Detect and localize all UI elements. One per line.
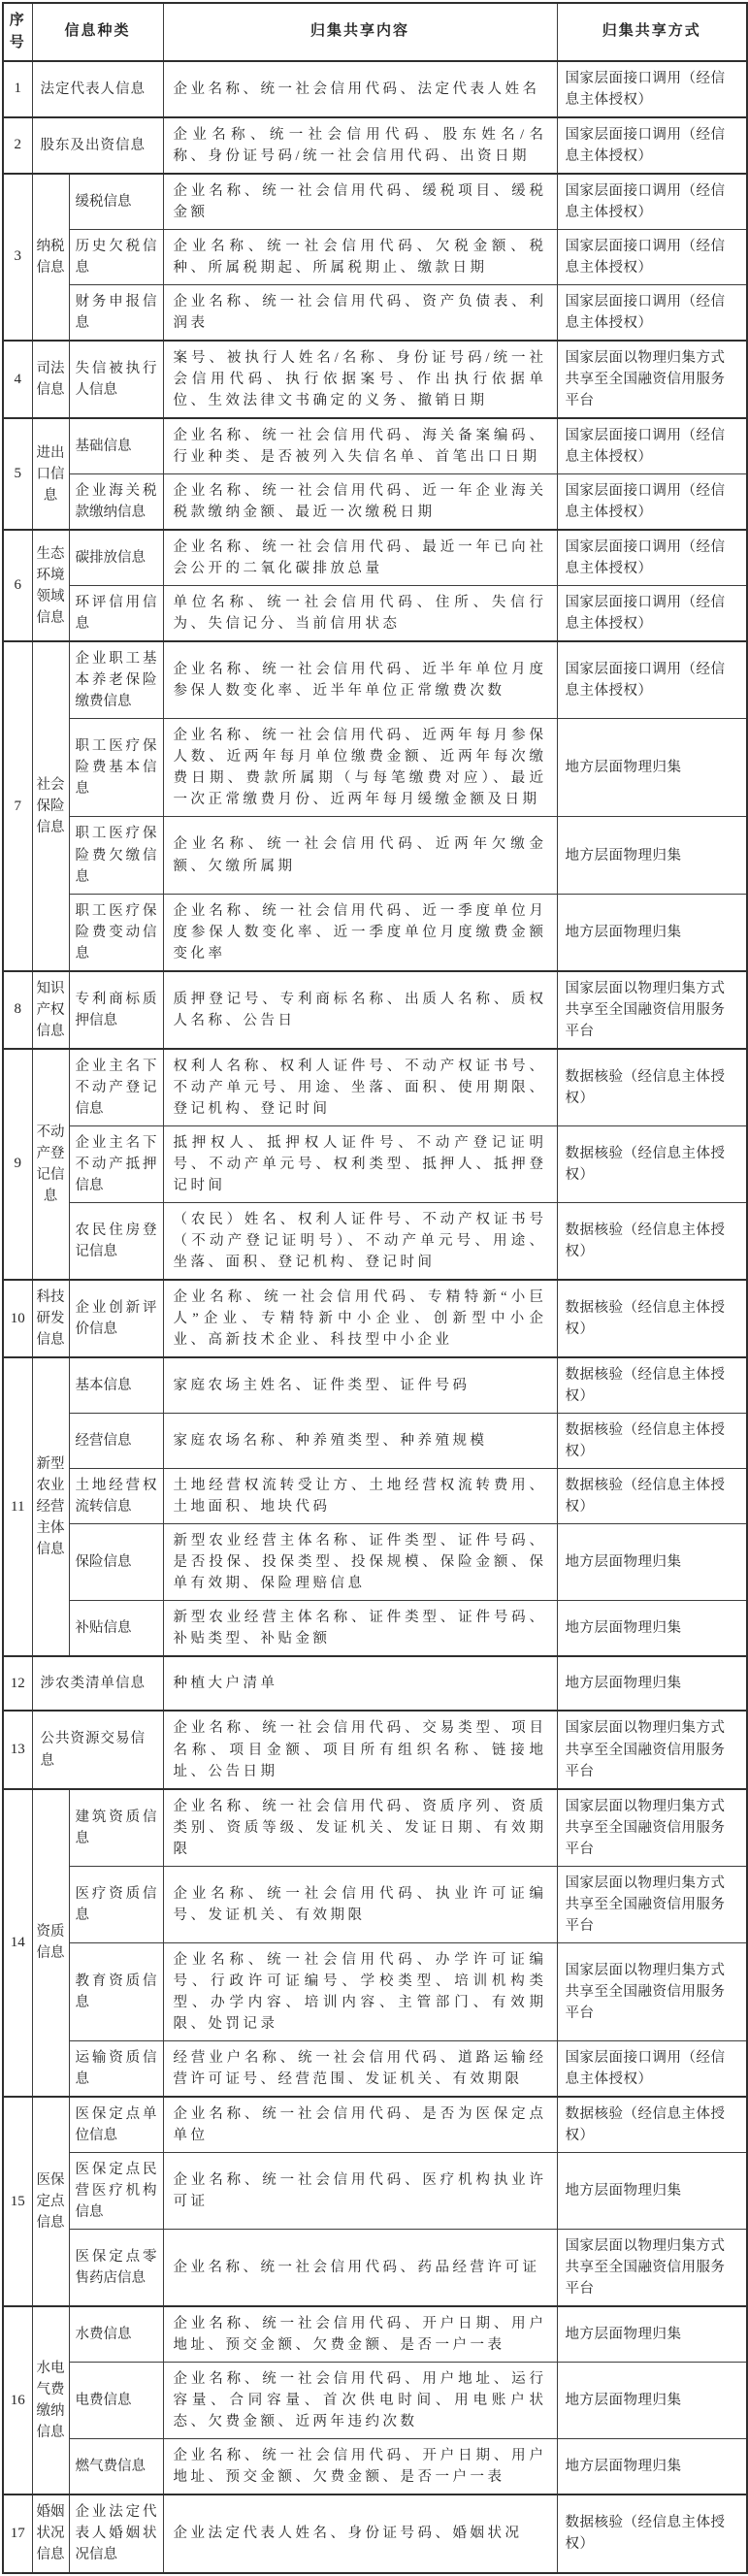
table-row (3, 2040, 747, 2097)
subcategory-cell: 财务申报信息 (69, 284, 163, 341)
content-cell: 企业名称、统一社会信用代码、股东姓名/名称、身份证号码/统一社会信用代码、出资日期 (163, 117, 557, 174)
content-cell: 企业名称、统一社会信用代码、开户日期、用户地址、预交金额、欠费金额、是否一户一表 (163, 2306, 557, 2363)
table-row (3, 894, 747, 971)
table-row (3, 1601, 747, 1657)
row-number: 2 (3, 117, 32, 174)
method-cell: 数据核验（经信息主体授权） (557, 2494, 747, 2572)
subcategory-cell: 碳排放信息 (69, 530, 163, 586)
table-row (3, 2494, 747, 2572)
method-cell: 国家层面接口调用（经信息主体授权） (557, 641, 747, 719)
method-cell: 国家层面以物理归集方式共享至全国融资信用服务平台 (557, 1711, 747, 1788)
method-cell: 国家层面接口调用（经信息主体授权） (557, 530, 747, 586)
subcategory-cell: 燃气费信息 (69, 2439, 163, 2495)
method-cell: 国家层面接口调用（经信息主体授权） (557, 61, 747, 117)
content-cell: 抵押权人、抵押权人证件号、不动产登记证明号、不动产单元号、权利类型、抵押人、抵押登记时间 (163, 1125, 557, 1202)
info-sharing-table (2, 2, 748, 2574)
subcategory-cell: 职工医疗保险费基本信息 (69, 719, 163, 817)
row-number: 13 (3, 1711, 32, 1788)
method-cell: 国家层面接口调用（经信息主体授权） (557, 586, 747, 642)
table-row (3, 1711, 747, 1788)
subcategory-cell: 土地经营权流转信息 (69, 1469, 163, 1524)
content-cell: 企业名称、统一社会信用代码、近一年企业海关税款缴纳金额、最近一次缴税日期 (163, 474, 557, 531)
table-row (3, 1866, 747, 1942)
subcategory-cell: 企业主名下不动产抵押信息 (69, 1125, 163, 1202)
subcategory-cell: 企业海关税款缴纳信息 (69, 474, 163, 531)
content-cell: 经营业户名称、统一社会信用代码、道路运输经营许可证号、经营范围、发证机关、有效期限 (163, 2040, 557, 2097)
table-row (3, 2363, 747, 2439)
method-cell: 国家层面以物理归集方式共享至全国融资信用服务平台 (557, 1789, 747, 1867)
subcategory-cell: 历史欠税信息 (69, 229, 163, 284)
method-cell: 地方层面物理归集 (557, 719, 747, 817)
row-number: 8 (3, 971, 32, 1049)
method-cell: 地方层面物理归集 (557, 1656, 747, 1711)
table-row (3, 1125, 747, 1202)
header-method: 归集共享方式 (557, 3, 747, 61)
content-cell: 企业名称、统一社会信用代码、海关备案编码、行业种类、是否被列入失信名单、首笔出口日期 (163, 418, 557, 474)
subcategory-cell: 专利商标质押信息 (69, 971, 163, 1049)
method-cell: 地方层面物理归集 (557, 2363, 747, 2439)
table-row (3, 229, 747, 284)
content-cell: 案号、被执行人姓名/名称、身份证号码/统一社会信用代码、执行依据案号、作出执行依据单位、生效法律文书确定的义务、撤销日期 (163, 341, 557, 418)
content-cell: 企业名称、统一社会信用代码、是否为医保定点单位 (163, 2097, 557, 2153)
subcategory-cell: 缓税信息 (69, 174, 163, 230)
content-cell: 企业名称、统一社会信用代码、资产负债表、利润表 (163, 284, 557, 341)
content-cell: 企业名称、统一社会信用代码、办学许可证编号、行政许可证编号、学校类型、培训机构类型、办学内容、培训内容、主管部门、有效期限、处罚记录 (163, 1942, 557, 2040)
table-row (3, 474, 747, 531)
content-cell: 单位名称、统一社会信用代码、住所、失信行为、失信记分、当前信用状态 (163, 586, 557, 642)
category-group-cell: 社会保险信息 (32, 641, 69, 970)
content-cell: 新型农业经营主体名称、证件类型、证件号码、补贴类型、补贴金额 (163, 1601, 557, 1657)
row-number: 4 (3, 341, 32, 418)
subcategory-cell: 补贴信息 (69, 1601, 163, 1657)
method-cell: 国家层面接口调用（经信息主体授权） (557, 117, 747, 174)
subcategory-cell: 农民住房登记信息 (69, 1202, 163, 1280)
method-cell: 地方层面物理归集 (557, 2439, 747, 2495)
category-group-cell: 纳税信息 (32, 174, 69, 341)
table-row (3, 284, 747, 341)
category-group-cell: 水电气费缴纳信息 (32, 2306, 69, 2494)
subcategory-cell: 教育资质信息 (69, 1942, 163, 2040)
row-number: 14 (3, 1789, 32, 2097)
category-group-cell: 新型农业经营主体信息 (32, 1357, 69, 1656)
subcategory-cell: 医疗资质信息 (69, 1866, 163, 1942)
table-row (3, 1789, 747, 1867)
method-cell: 数据核验（经信息主体授权） (557, 1125, 747, 1202)
method-cell: 国家层面接口调用（经信息主体授权） (557, 229, 747, 284)
subcategory-cell: 失信被执行人信息 (69, 341, 163, 418)
content-cell: 企业名称、统一社会信用代码、资质序列、资质类别、资质等级、发证机关、发证日期、有效期限 (163, 1789, 557, 1867)
category-group-cell: 医保定点信息 (32, 2097, 69, 2306)
table-row (3, 418, 747, 474)
table-row (3, 530, 747, 586)
method-cell: 数据核验（经信息主体授权） (557, 1202, 747, 1280)
category-cell: 涉农类清单信息 (32, 1656, 163, 1711)
content-cell: 企业名称、统一社会信用代码、药品经营许可证 (163, 2230, 557, 2307)
table-row (3, 174, 747, 230)
category-group-cell: 知识产权信息 (32, 971, 69, 1049)
method-cell: 数据核验（经信息主体授权） (557, 1414, 747, 1469)
row-number: 17 (3, 2494, 32, 2572)
category-cell: 公共资源交易信息 (32, 1711, 163, 1788)
subcategory-cell: 经营信息 (69, 1414, 163, 1469)
method-cell: 国家层面以物理归集方式共享至全国融资信用服务平台 (557, 2230, 747, 2307)
table-row (3, 641, 747, 719)
table-row (3, 1469, 747, 1524)
table-row (3, 2306, 747, 2363)
table-row (3, 586, 747, 642)
category-cell: 法定代表人信息 (32, 61, 163, 117)
content-cell: 企业名称、统一社会信用代码、近半年单位月度参保人数变化率、近半年单位正常缴费次数 (163, 641, 557, 719)
content-cell: 企业名称、统一社会信用代码、交易类型、项目名称、项目金额、项目所有组织名称、链接地址、公告日期 (163, 1711, 557, 1788)
subcategory-cell: 基础信息 (69, 418, 163, 474)
content-cell: （农民）姓名、权利人证件号、不动产权证书号（不动产登记证明号）、不动产单元号、用途、坐落、面积、登记机构、登记时间 (163, 1202, 557, 1280)
content-cell: 企业名称、统一社会信用代码、执业许可证编号、发证机关、有效期限 (163, 1866, 557, 1942)
row-number: 1 (3, 61, 32, 117)
row-number: 12 (3, 1656, 32, 1711)
content-cell: 家庭农场名称、种养殖类型、种养殖规模 (163, 1414, 557, 1469)
row-number: 15 (3, 2097, 32, 2306)
subcategory-cell: 企业创新评价信息 (69, 1280, 163, 1357)
subcategory-cell: 水费信息 (69, 2306, 163, 2363)
method-cell: 国家层面接口调用（经信息主体授权） (557, 2040, 747, 2097)
subcategory-cell: 保险信息 (69, 1524, 163, 1601)
method-cell: 数据核验（经信息主体授权） (557, 1357, 747, 1414)
content-cell: 企业名称、统一社会信用代码、近两年每月参保人数、近两年每月单位缴费金额、近两年每次缴费日期、费款所属期（与每笔缴费对应）、最近一次正常缴费月份、近两年每月缓缴金额及日期 (163, 719, 557, 817)
subcategory-cell: 建筑资质信息 (69, 1789, 163, 1867)
category-group-cell: 生态环境领域信息 (32, 530, 69, 641)
row-number: 6 (3, 530, 32, 641)
method-cell: 国家层面接口调用（经信息主体授权） (557, 174, 747, 230)
table-row (3, 1524, 747, 1601)
content-cell: 土地经营权流转受让方、土地经营权流转费用、土地面积、地块代码 (163, 1469, 557, 1524)
content-cell: 企业名称、统一社会信用代码、最近一年已向社会公开的二氧化碳排放总量 (163, 530, 557, 586)
table-row (3, 61, 747, 117)
table-row (3, 2153, 747, 2230)
method-cell: 国家层面以物理归集方式共享至全国融资信用服务平台 (557, 1866, 747, 1942)
category-group-cell: 司法信息 (32, 341, 69, 418)
subcategory-cell: 医保定点单位信息 (69, 2097, 163, 2153)
subcategory-cell: 企业法定代表人婚姻状况信息 (69, 2494, 163, 2572)
content-cell: 企业名称、统一社会信用代码、开户日期、用户地址、预交金额、欠费金额、是否一户一表 (163, 2439, 557, 2495)
content-cell: 企业名称、统一社会信用代码、法定代表人姓名 (163, 61, 557, 117)
content-cell: 企业名称、统一社会信用代码、专精特新“小巨人”企业、专精特新中小企业、创新型中小企业、高新技术企业、科技型中小企业 (163, 1280, 557, 1357)
method-cell: 数据核验（经信息主体授权） (557, 1469, 747, 1524)
content-cell: 企业名称、统一社会信用代码、欠税金额、税种、所属税期起、所属税期止、缴款日期 (163, 229, 557, 284)
row-number: 3 (3, 174, 32, 341)
table-row (3, 817, 747, 894)
row-number: 10 (3, 1280, 32, 1357)
subcategory-cell: 企业主名下不动产登记信息 (69, 1049, 163, 1126)
subcategory-cell: 职工医疗保险费变动信息 (69, 894, 163, 971)
table-row (3, 117, 747, 174)
content-cell: 企业名称、统一社会信用代码、近一季度单位月度参保人数变化率、近一季度单位月度缴费金额变化率 (163, 894, 557, 971)
method-cell: 数据核验（经信息主体授权） (557, 2097, 747, 2153)
content-cell: 种植大户清单 (163, 1656, 557, 1711)
subcategory-cell: 职工医疗保险费欠缴信息 (69, 817, 163, 894)
content-cell: 企业名称、统一社会信用代码、缓税项目、缓税金额 (163, 174, 557, 230)
header-content: 归集共享内容 (163, 3, 557, 61)
table-row (3, 1049, 747, 1126)
subcategory-cell: 医保定点民营医疗机构信息 (69, 2153, 163, 2230)
row-number: 11 (3, 1357, 32, 1656)
row-number: 16 (3, 2306, 32, 2494)
table-row (3, 2439, 747, 2495)
category-group-cell: 不动产登记信息 (32, 1049, 69, 1280)
table-row (3, 971, 747, 1049)
table-header-row (3, 3, 747, 61)
table-row (3, 719, 747, 817)
table-row (3, 2230, 747, 2307)
subcategory-cell: 基本信息 (69, 1357, 163, 1414)
category-group-cell: 资质信息 (32, 1789, 69, 2097)
category-group-cell: 科技研发信息 (32, 1280, 69, 1357)
row-number: 5 (3, 418, 32, 530)
table-row (3, 1656, 747, 1711)
header-category: 信息种类 (32, 3, 163, 61)
method-cell: 国家层面以物理归集方式共享至全国融资信用服务平台 (557, 1942, 747, 2040)
subcategory-cell: 运输资质信息 (69, 2040, 163, 2097)
method-cell: 数据核验（经信息主体授权） (557, 1280, 747, 1357)
content-cell: 新型农业经营主体名称、证件类型、证件号码、是否投保、投保类型、投保规模、保险金额、保单有效期、保险理赔信息 (163, 1524, 557, 1601)
subcategory-cell: 电费信息 (69, 2363, 163, 2439)
content-cell: 企业法定代表人姓名、身份证号码、婚姻状况 (163, 2494, 557, 2572)
method-cell: 数据核验（经信息主体授权） (557, 1049, 747, 1126)
table-row (3, 341, 747, 418)
table-row (3, 2097, 747, 2153)
table-row (3, 1942, 747, 2040)
subcategory-cell: 企业职工基本养老保险缴费信息 (69, 641, 163, 719)
row-number: 9 (3, 1049, 32, 1280)
method-cell: 国家层面以物理归集方式共享至全国融资信用服务平台 (557, 971, 747, 1049)
row-number: 7 (3, 641, 32, 970)
content-cell: 企业名称、统一社会信用代码、用户地址、运行容量、合同容量、首次供电时间、用电账户状态、欠费金额、近两年违约次数 (163, 2363, 557, 2439)
content-cell: 企业名称、统一社会信用代码、近两年欠缴金额、欠缴所属期 (163, 817, 557, 894)
table-row (3, 1414, 747, 1469)
table-row (3, 1202, 747, 1280)
table-row (3, 1357, 747, 1414)
content-cell: 家庭农场主姓名、证件类型、证件号码 (163, 1357, 557, 1414)
category-group-cell: 进出口信息 (32, 418, 69, 530)
method-cell: 地方层面物理归集 (557, 894, 747, 971)
method-cell: 地方层面物理归集 (557, 2306, 747, 2363)
subcategory-cell: 医保定点零售药店信息 (69, 2230, 163, 2307)
method-cell: 国家层面以物理归集方式共享至全国融资信用服务平台 (557, 341, 747, 418)
method-cell: 地方层面物理归集 (557, 817, 747, 894)
method-cell: 国家层面接口调用（经信息主体授权） (557, 474, 747, 531)
category-group-cell: 婚姻状况信息 (32, 2494, 69, 2572)
method-cell: 地方层面物理归集 (557, 2153, 747, 2230)
content-cell: 质押登记号、专利商标名称、出质人名称、质权人名称、公告日 (163, 971, 557, 1049)
method-cell: 国家层面接口调用（经信息主体授权） (557, 418, 747, 474)
method-cell: 地方层面物理归集 (557, 1524, 747, 1601)
category-cell: 股东及出资信息 (32, 117, 163, 174)
subcategory-cell: 环评信用信息 (69, 586, 163, 642)
method-cell: 地方层面物理归集 (557, 1601, 747, 1657)
content-cell: 企业名称、统一社会信用代码、医疗机构执业许可证 (163, 2153, 557, 2230)
header-no: 序号 (3, 3, 32, 61)
table-row (3, 1280, 747, 1357)
content-cell: 权利人名称、权利人证件号、不动产权证书号、不动产单元号、用途、坐落、面积、使用期限、登记机构、登记时间 (163, 1049, 557, 1126)
method-cell: 国家层面接口调用（经信息主体授权） (557, 284, 747, 341)
